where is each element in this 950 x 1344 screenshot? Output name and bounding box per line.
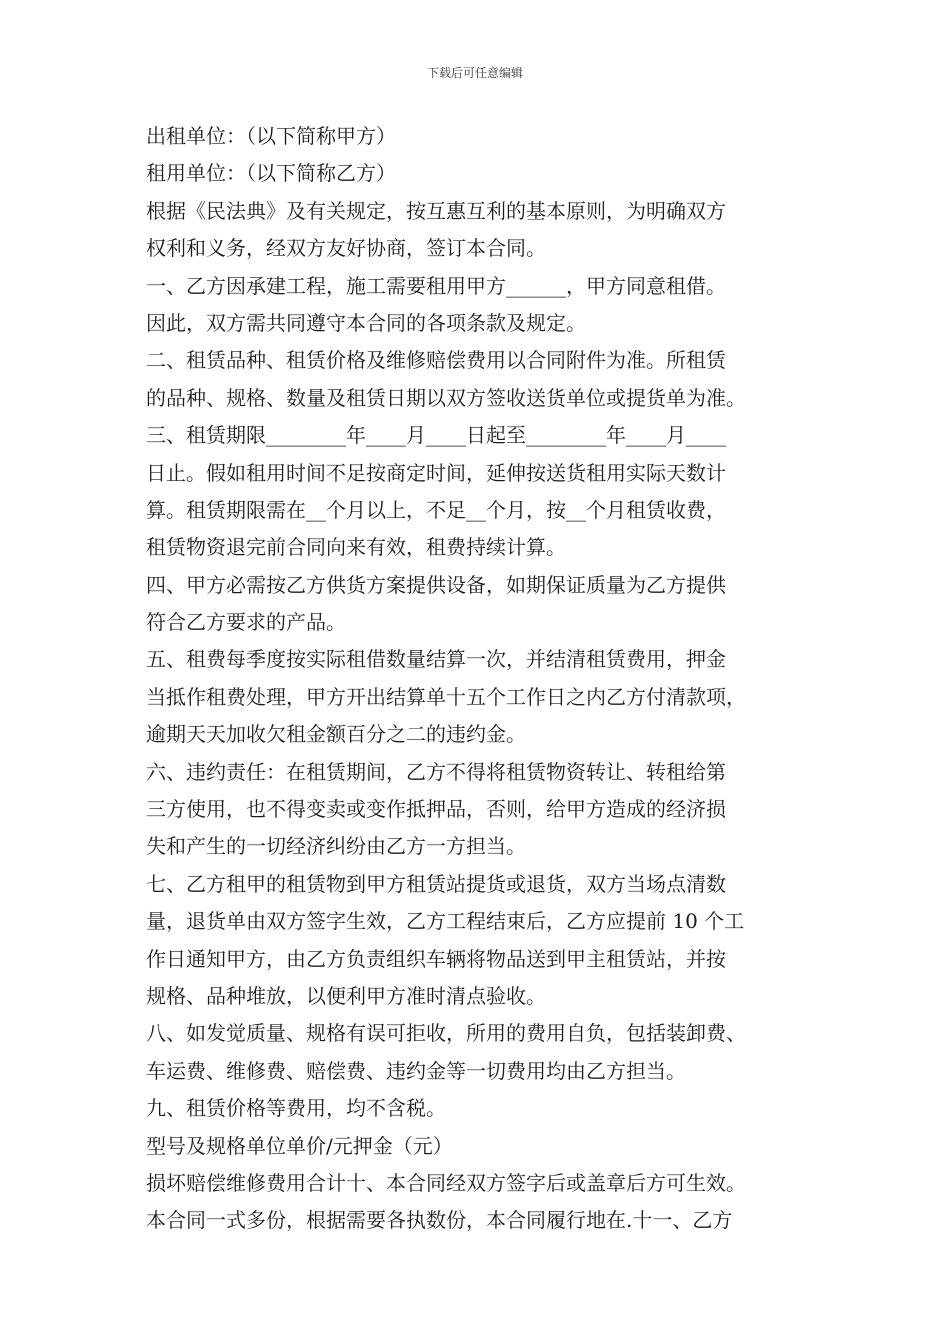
text-line: 四、甲方必需按乙方供货方案提供设备，如期保证质量为乙方提供 [146, 572, 726, 597]
text-line: 逾期天天加收欠租金额百分之二的违约金。 [146, 722, 526, 747]
text-line: 八、如发觉质量、规格有误可拒收，所用的费用自负，包括装卸费、 [146, 1021, 746, 1046]
text-line: 型号及规格单位单价/元押金（元） [146, 1133, 453, 1158]
text-line: 出租单位：（以下简称甲方） [146, 124, 396, 148]
text-line: 权利和义务，经双方友好协商，签订本合同。 [146, 236, 546, 261]
text-line: 租赁物资退完前合同向来有效，租费持续计算。 [146, 535, 566, 560]
text-line: 九、租赁价格等费用，均不含税。 [146, 1096, 446, 1121]
text-line: 算。租赁期限需在__个月以上，不足__个月，按__个月租赁收费， [146, 497, 726, 522]
text-line: 失和产生的一切经济纠纷由乙方一方担当。 [146, 834, 526, 859]
text-line: 因此，双方需共同遵守本合同的各项条款及规定。 [146, 310, 586, 335]
text-line: 六、违约责任：在租赁期间，乙方不得将租赁物资转让、转租给第 [146, 759, 726, 784]
text-line: 车运费、维修费、赔偿费、违约金等一切费用均由乙方担当。 [146, 1058, 686, 1083]
text-line: 损坏赔偿维修费用合计十、本合同经双方签字后或盖章后方可生效。 [146, 1170, 746, 1195]
text-line: 的品种、规格、数量及租赁日期以双方签收送货单位或提货单为准。 [146, 385, 746, 410]
text-line: 一、乙方因承建工程，施工需要租用甲方______，甲方同意租借。 [146, 273, 726, 298]
text-line: 二、租赁品种、租赁价格及维修赔偿费用以合同附件为准。所租赁 [146, 348, 726, 373]
text-line: 规格、品种堆放，以便利甲方准时清点验收。 [146, 983, 546, 1008]
page-header: 下载后可任意编辑 [426, 66, 523, 80]
text-line: 本合同一式多份，根据需要各执数份，本合同履行地在.十一、乙方 [146, 1208, 733, 1233]
text-line: 量，退货单由双方签字生效，乙方工程结束后，乙方应提前 10 个工 [146, 909, 745, 934]
contract-body [146, 118, 814, 1240]
text-line: 三、租赁期限________年____月____日起至________年____月____ [146, 423, 726, 448]
text-line: 五、租费每季度按实际租借数量结算一次，并结清租赁费用，押金 [146, 647, 726, 672]
text-line: 符合乙方要求的产品。 [146, 610, 346, 635]
text-line: 当抵作租费处理，甲方开出结算单十五个工作日之内乙方付清款项， [146, 684, 746, 709]
text-line: 作日通知甲方，由乙方负责组织车辆将物品送到甲主租赁站，并按 [146, 946, 726, 971]
text-line: 根据《民法典》及有关规定，按互惠互利的基本原则，为明确双方 [146, 198, 726, 223]
text-line: 七、乙方租甲的租赁物到甲方租赁站提货或退货，双方当场点清数 [146, 871, 726, 896]
text-line: 租用单位：（以下简称乙方） [146, 161, 396, 186]
text-line: 三方使用，也不得变卖或变作抵押品，否则，给甲方造成的经济损 [146, 797, 726, 822]
text-line: 日止。假如租用时间不足按商定时间，延伸按送货租用实际天数计 [146, 460, 726, 485]
